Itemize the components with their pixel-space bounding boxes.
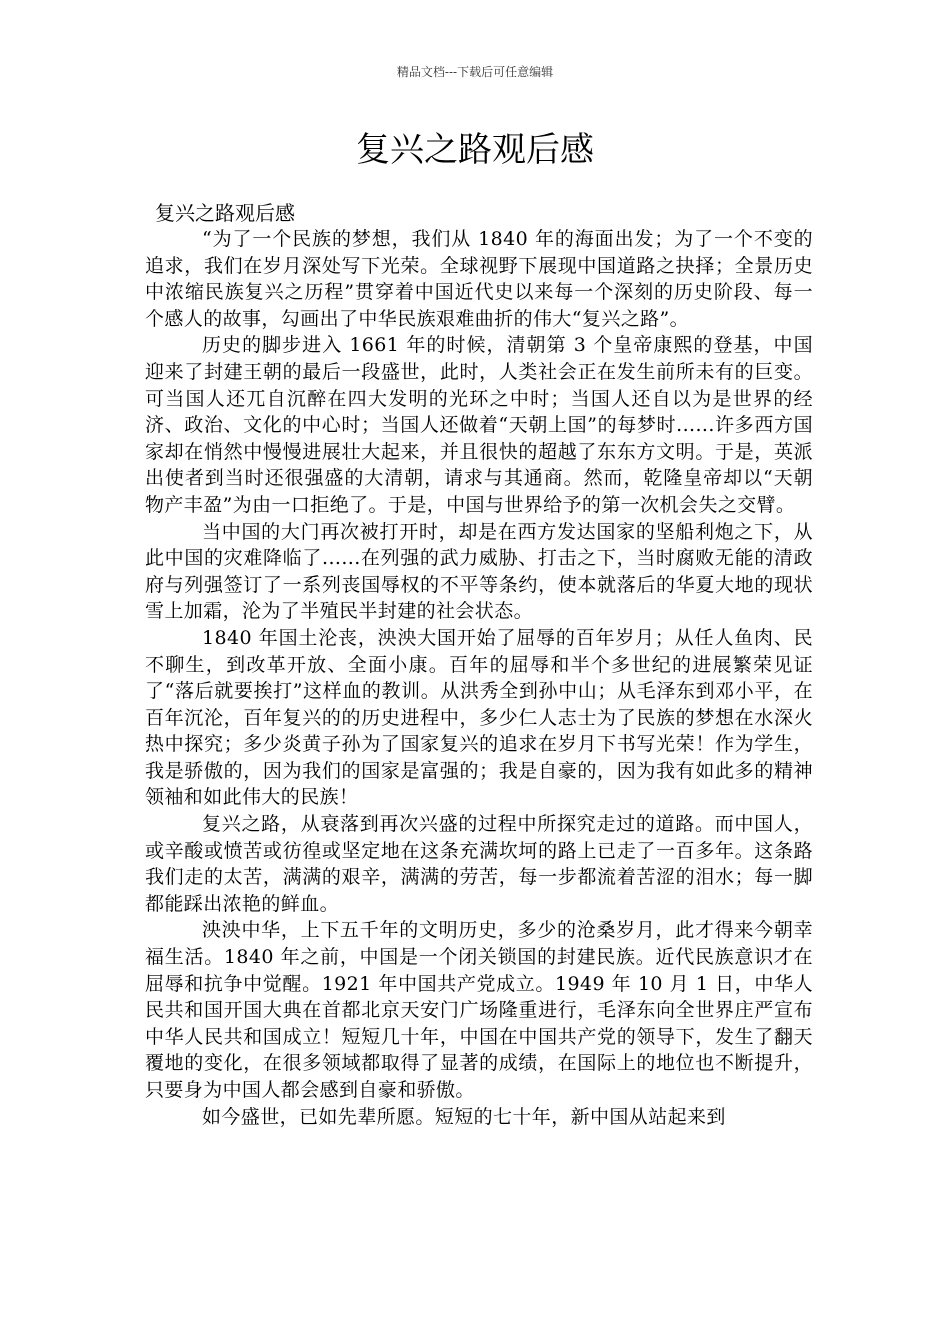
paragraph-4: 1840 年国土沦丧，泱泱大国开始了屈辱的百年岁月；从任人鱼肉、民不聊生，到改革开放、全面小康。百年的屈辱和半个多世纪的进展繁荣见证了“落后就要挨打”这样血的教训。从洪秀全到孙中山；从毛泽东到邓小平，在百年沉沦，百年复兴的的历史进程中，多少仁人志士为了民族的梦想在水深火热中探究；多少炎黄子孙为了国家复兴的追求在岁月下书写光荣！作为学生，我是骄傲的，因为我们的国家是富强的；我是自豪的，因为我有如此多的精神领袖和如此伟大的民族！	[145, 626, 813, 809]
paragraph-2: 历史的脚步进入 1661 年的时候，清朝第 3 个皇帝康熙的登基，中国迎来了封建王朝的最后一段盛世，此时，人类社会正在发生前所未有的巨变。可当国人还兀自沉醉在四大发明的光环之中时；当国人还自以为是世界的经济、政治、文化的中心时；当国人还做着“天朝上国”的每梦时......许多西方国家却在悄然中慢慢进展壮大起来，并且很快的超越了东东方文明。于是，英派出使者到当时还很强盛的大清朝，请求与其通商。然而，乾隆皇帝却以“天朝物产丰盈”为由一口拒绝了。于是，中国与世界给予的第一次机会失之交臂。	[145, 334, 813, 516]
header-note: 精品文档---下载后可任意编辑	[396, 65, 554, 79]
document-subtitle: 复兴之路观后感	[155, 201, 295, 225]
document-title: 复兴之路观后感	[356, 130, 594, 170]
paragraph-6: 泱泱中华，上下五千年的文明历史，多少的沧桑岁月，此才得来今朝幸福生活。1840 年之前，中国是一个闭关锁国的封建民族。近代民族意识才在屈辱和抗争中觉醒。1921 年中国共产党成立。1949 年 10 月 1 日，中华人民共和国开国大典在首都北京天安门广场隆重进行，毛泽东向全世界庄严宣布中华人民共和国成立！短短几十年，中国在中国共产党的领导下，发生了翻天覆地的变化，在很多领域都取得了显著的成绩，在国际上的地位也不断提升，只要身为中国人都会感到自豪和骄傲。	[145, 919, 813, 1101]
paragraph-7: 如今盛世，已如先辈所愿。短短的七十年，新中国从站起来到	[202, 1105, 726, 1128]
paragraph-3: 当中国的大门再次被打开时，却是在西方发达国家的坚船利炮之下，从此中国的灾难降临了......在列强的武力威胁、打击之下，当时腐败无能的清政府与列强签订了一系列丧国辱权的不平等条约，使本就落后的华夏大地的现状雪上加霜，沦为了半殖民半封建的社会状态。	[145, 520, 813, 623]
paragraph-5: 复兴之路，从衰落到再次兴盛的过程中所探究走过的道路。而中国人，或辛酸或愤苦或彷徨或坚定地在这条充满坎坷的路上已走了一百多年。这条路我们走的太苦，满满的艰辛，满满的劳苦，每一步都流着苦涩的泪水；每一脚都能踩出浓艳的鲜血。	[145, 813, 813, 915]
paragraph-1: “为了一个民族的梦想，我们从 1840 年的海面出发；为了一个不变的追求，我们在岁月深处写下光荣。全球视野下展现中国道路之抉择；全景历史中浓缩民族复兴之历程”贯穿着中国近代史以来每一个深刻的历史阶段、每一个感人的故事，勾画出了中华民族艰难曲折的伟大“复兴之路”。	[145, 228, 813, 330]
document-body	[145, 226, 813, 1130]
